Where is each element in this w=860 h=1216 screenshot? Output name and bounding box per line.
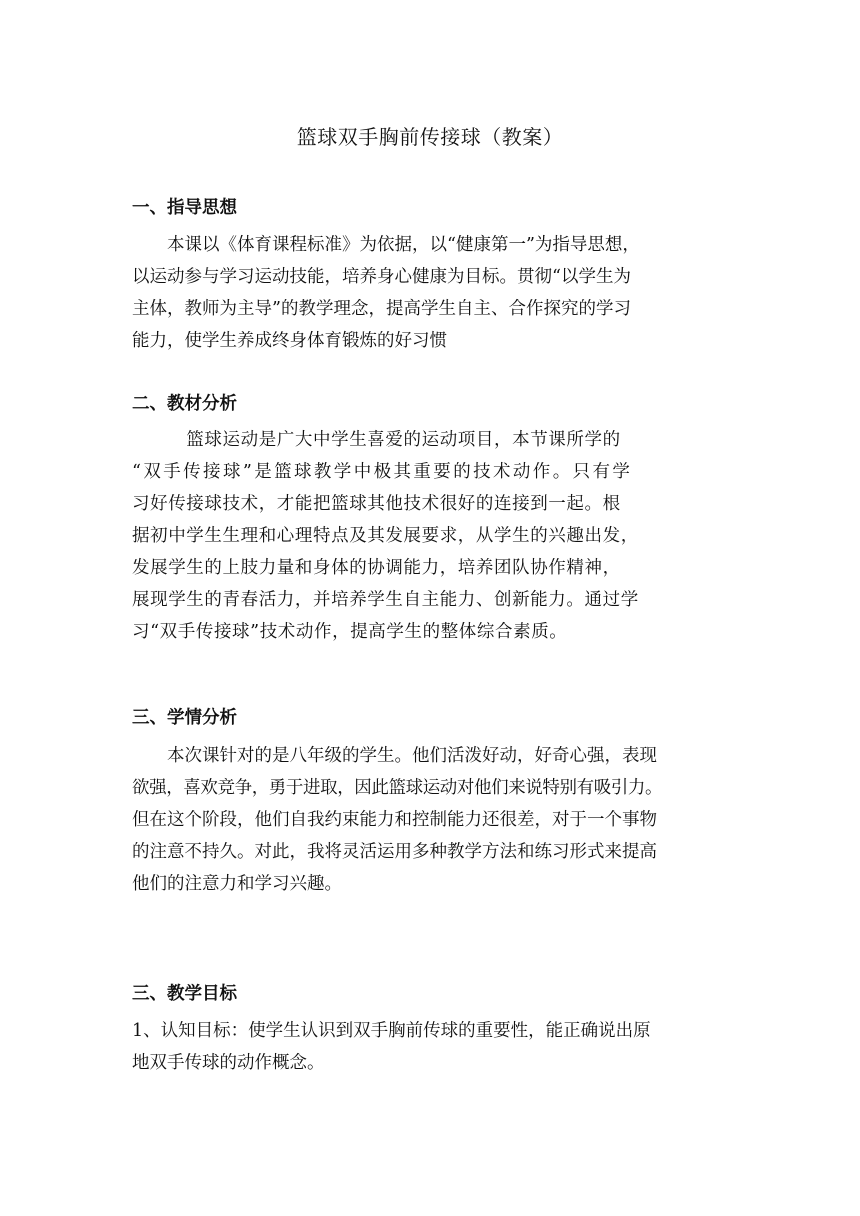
body-line: 展现学生的青春活力，并培养学生自主能力、创新能力。通过学 [132,590,639,610]
section-body-teaching-objectives [132,1015,732,1079]
body-line: 主体，教师为主导”的教学理念，提高学生自主、合作探究的学习 [132,299,631,319]
body-line: 能力，使学生养成终身体育锻炼的好习惯 [132,331,447,351]
body-line: 欲强，喜欢竞争，勇于进取，因此篮球运动对他们来说特别有吸引力。 [132,778,663,798]
section-heading-learner-analysis: 三、学情分析 [132,708,237,728]
body-line: 但在这个阶段，他们自我约束能力和控制能力还很差，对于一个事物 [132,810,657,830]
body-line: 本次课针对的是八年级的学生。他们活泼好动，好奇心强，表现 [132,746,657,766]
body-line: 他们的注意力和学习兴趣。 [132,874,342,894]
body-line: “双手传接球”是篮球教学中极其重要的技术动作。只有学 [132,462,633,482]
document-title: 篮球双手胸前传接球（教案） [296,125,564,149]
section-heading-teaching-objectives: 三、教学目标 [132,984,237,1004]
body-line: 以运动参与学习运动技能，培养身心健康为目标。贯彻“以学生为 [132,267,631,287]
body-line: 的注意不持久。对此，我将灵活运用多种教学方法和练习形式来提高 [132,842,657,862]
section-heading-material-analysis: 二、教材分析 [132,394,237,414]
body-line: 篮球运动是广大中学生喜爱的运动项目，本节课所学的 [132,430,621,450]
section-heading-guiding-ideology: 一、指导思想 [132,198,237,218]
body-line: 据初中学生生理和心理特点及其发展要求，从学生的兴趣出发， [132,526,639,546]
section-body-guiding-ideology [132,229,732,357]
body-line: 习“双手传接球”技术动作，提高学生的整体综合素质。 [132,622,568,642]
section-body-material-analysis [132,424,732,648]
body-line: 本课以《体育课程标准》为依据，以“健康第一”为指导思想， [132,235,640,255]
body-line: 1、认知目标：使学生认识到双手胸前传球的重要性，能正确说出原 [132,1021,651,1041]
body-line: 地双手传球的动作概念。 [132,1053,325,1073]
section-body-learner-analysis [132,740,732,900]
body-line: 发展学生的上肢力量和身体的协调能力，培养团队协作精神， [132,558,621,578]
body-line: 习好传接球技术，才能把篮球其他技术很好的连接到一起。根 [132,494,621,514]
